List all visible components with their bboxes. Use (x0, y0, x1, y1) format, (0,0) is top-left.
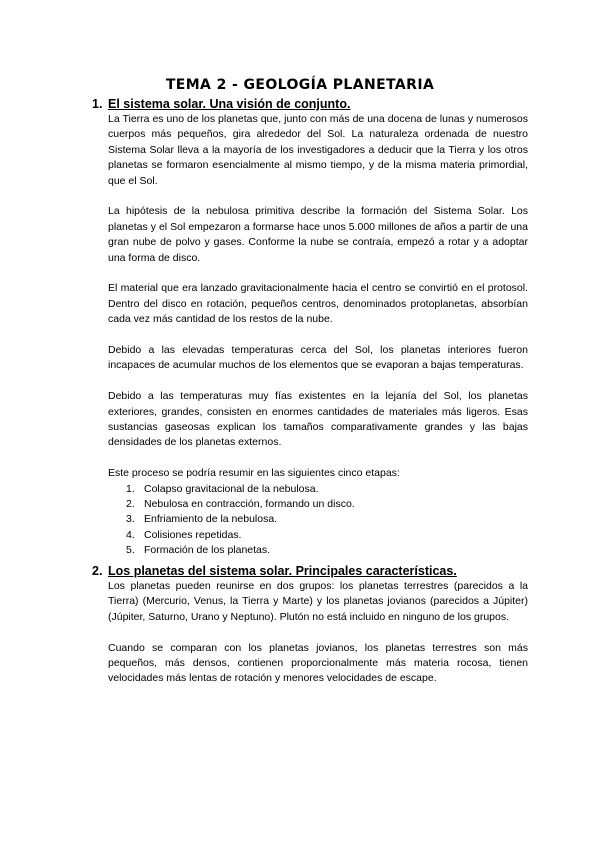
section-title: El sistema solar. Una visión de conjunto. (108, 97, 351, 111)
stage-text: Colisiones repetidas. (144, 528, 242, 541)
stage-text: Nebulosa en contracción, formando un disco. (144, 498, 355, 511)
section-number: 2. (92, 564, 103, 578)
stage-item (108, 543, 528, 558)
section-title: Los planetas del sistema solar. Principales características. (108, 564, 457, 578)
section-number: 1. (92, 97, 103, 111)
page-title: TEMA 2 - GEOLOGÍA PLANETARIA (165, 77, 435, 93)
stage-number: 1. (126, 482, 135, 495)
section-planet-characteristics (92, 563, 528, 687)
stage-number: 3. (126, 513, 135, 526)
paragraph: Debido a las temperaturas muy fías existentes en la lejanía del Sol, los planetas exteriores, grandes, consisten en enormes cantidades de materiales más ligeros. Esas sustancias gaseosas explican los tamaños comparativamente grandes y las bajas densidades de los planetas externos. (108, 390, 528, 449)
paragraph: La Tierra es uno de los planetas que, junto con más de una docena de lunas y numerosos cuerpos más pequeños, gira alrededor del Sol. La naturaleza ordenada de nuestro Sistema Solar lleva a la mayoría de los investigadores a deducir que la Tierra y los otros planetas se formaron esencialmente al mismo tiempo, y de la misma materia primordial, que el Sol. (108, 113, 528, 187)
stage-text: Enfriamiento de la nebulosa. (144, 513, 278, 526)
section-heading (92, 96, 528, 112)
paragraph: La hipótesis de la nebulosa primitiva describe la formación del Sistema Solar. Los planetas y el Sol empezaron a formarse hace unos 5.000 millones de años a partir de una gran nube de polvo y gases. Conforme la nube se contraía, empezó a rotar y a adoptar una forma de disco. (108, 205, 528, 264)
paragraph: Debido a las elevadas temperaturas cerca del Sol, los planetas interiores fueron incapaces de acumular muchos de los elementos que se evaporan a bajas temperaturas. (108, 344, 528, 372)
section-body (108, 579, 528, 687)
stage-item (108, 482, 528, 497)
stage-text: Formación de los planetas. (144, 544, 271, 557)
stage-number: 4. (126, 528, 135, 541)
stage-number: 5. (126, 544, 135, 557)
stages-intro: Este proceso se podría resumir en las siguientes cinco etapas: (108, 467, 400, 480)
stage-item (108, 512, 528, 527)
stage-item (108, 497, 528, 512)
section-body (108, 112, 528, 559)
stage-text: Colapso gravitacional de la nebulosa. (144, 482, 319, 495)
stage-item (108, 528, 528, 543)
stage-number: 2. (126, 498, 135, 511)
paragraph: Los planetas pueden reunirse en dos grupos: los planetas terrestres (parecidos a la Tierra) (Mercurio, Venus, la Tierra y Marte) y los planetas jovianos (parecidos a Júpiter) (Júpiter, Saturno, Urano y Neptuno). Plutón no está incluido en ninguno de los grupos. (108, 580, 528, 623)
paragraph: El material que era lanzado gravitacionalmente hacia el centro se convirtió en el protosol. Dentro del disco en rotación, pequeños centros, denominados protoplanetas, absorbían cada vez más cantidad de los restos de la nube. (108, 282, 528, 326)
section-solar-system-overview (92, 96, 528, 559)
paragraph: Cuando se comparan con los planetas jovianos, los planetas terrestres son más pequeños, más densos, contienen proporcionalmente más materia rocosa, tienen velocidades más lentas de rotación y menores velocidades de escape. (108, 641, 528, 685)
stages-list (108, 482, 528, 559)
section-heading (92, 563, 528, 579)
